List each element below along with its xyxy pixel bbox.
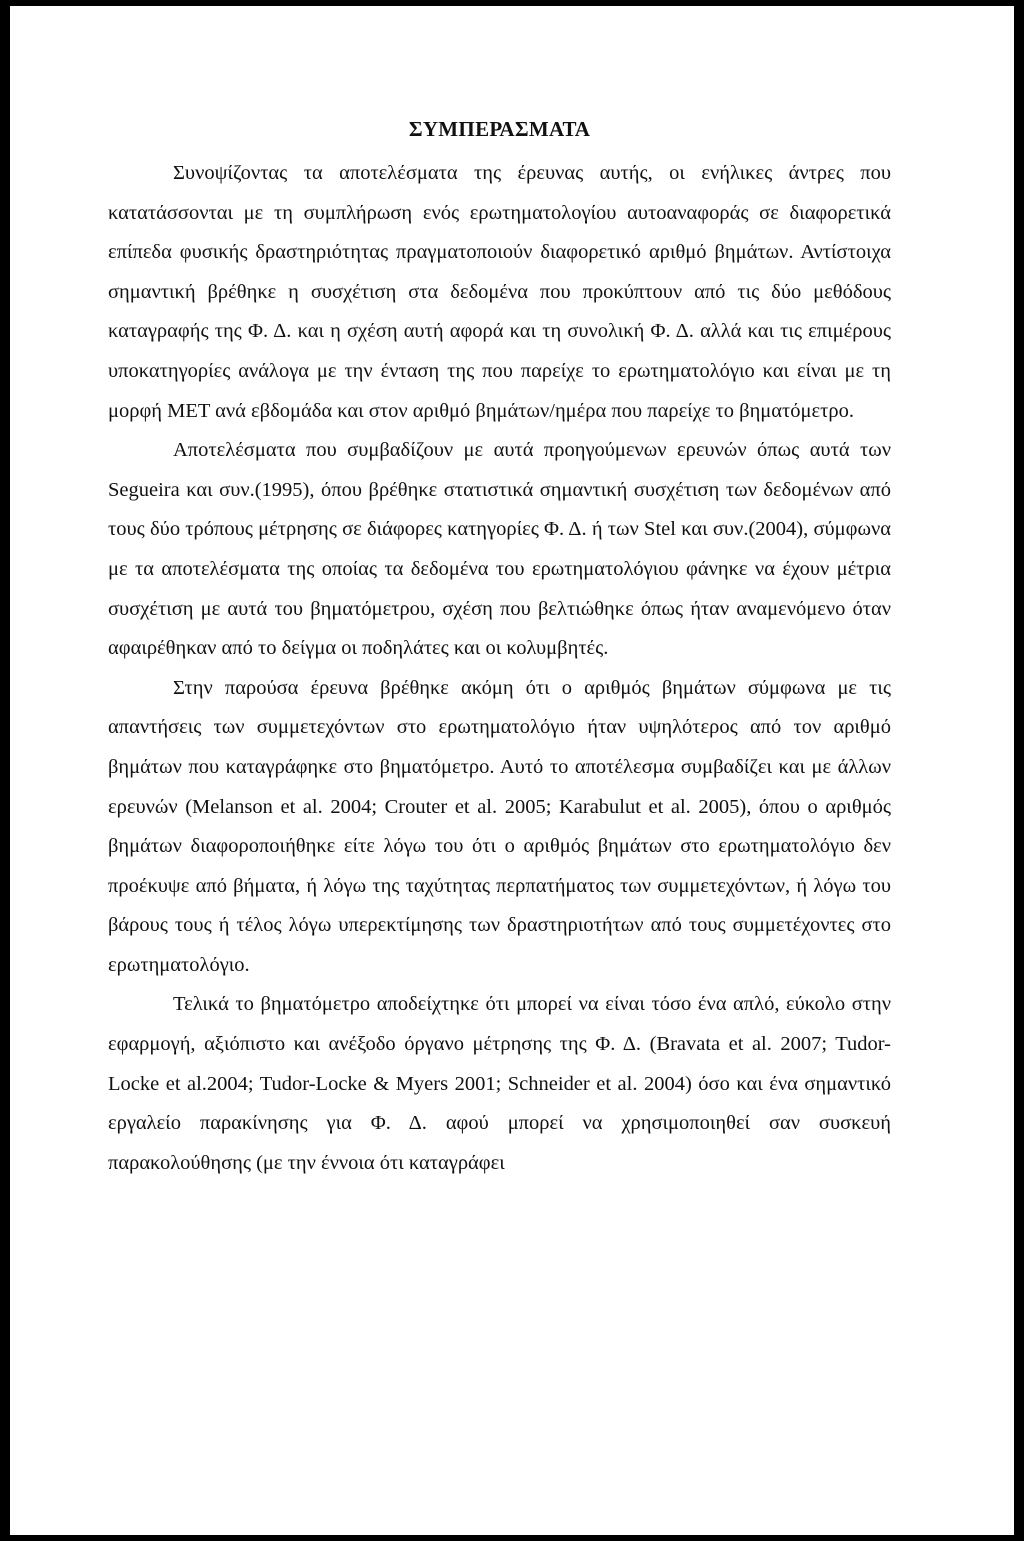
paragraph-prior-research: Αποτελέσματα που συμβαδίζουν με αυτά προηγούμενων ερευνών όπως αυτά των Segueira και συν.(1995), όπου βρέθηκε στατιστικά σημαντική συσχέτιση των δεδομένων από τους δύο τρόπους μέτρησης σε διάφορες κατηγορίες Φ. Δ. ή των Stel και συν.(2004), σύμφωνα με τα αποτελέσματα της οποίας τα δεδομένα του ερωτηματολόγιου φάνηκε να έχουν μέτρια συσχέτιση με αυτά του βηματόμετρου, σχέση που βελτιώθηκε όπως ήταν αναμενόμενο όταν αφαιρέθηκαν από το δείγμα οι ποδηλάτες και οι κολυμβητές. — [108, 439, 891, 660]
paragraph-step-count: Στην παρούσα έρευνα βρέθηκε ακόμη ότι ο αριθμός βημάτων σύμφωνα με τις απαντήσεις των συμμετεχόντων στο ερωτηματολόγιο ήταν υψηλότερος από τον αριθμό βημάτων που καταγράφηκε στο βηματόμετρο. Αυτό το αποτέλεσμα συμβαδίζει και με άλλων ερευνών (Melanson et al. 2004; Crouter et al. 2005; Karabulut et al. 2005), όπου ο αριθμός βημάτων διαφοροποιήθηκε είτε λόγω του ότι ο αριθμός βημάτων στο ερωτηματολόγιο δεν προέκυψε από βήματα, ή λόγω της ταχύτητας περπατήματος των συμμετεχόντων, ή λόγω του βάρους τους ή τέλος λόγω υπερεκτίμησης των δραστηριοτήτων από τους συμμετέχοντες στο ερωτηματολόγιο. — [108, 676, 891, 976]
section-title: ΣΥΜΠΕΡΑΣΜΑΤΑ — [408, 117, 591, 141]
paragraph-summary: Συνοψίζοντας τα αποτελέσματα της έρευνας αυτής, οι ενήλικες άντρες που κατατάσσονται με τη συμπλήρωση ενός ερωτηματολογίου αυτοαναφοράς σε διαφορετικά επίπεδα φυσικής δραστηριότητας πραγματοποιούν διαφορετικό αριθμό βημάτων. Αντίστοιχα σημαντική βρέθηκε η συσχέτιση στα δεδομένα που προκύπτουν από τις δύο μεθόδους καταγραφής της Φ. Δ. και η σχέση αυτή αφορά και τη συνολική Φ. Δ. αλλά και τις επιμέρους υποκατηγορίες ανάλογα με την ένταση της που παρείχε το ερωτηματολόγιο και είναι με τη μορφή ΜΕΤ ανά εβδομάδα και στον αριθμό βημάτων/ημέρα που παρείχε το βηματόμετρο. — [108, 162, 891, 422]
document-body — [108, 6, 891, 1183]
document-page — [10, 6, 1014, 1535]
paragraph-pedometer: Τελικά το βηματόμετρο αποδείχτηκε ότι μπορεί να είναι τόσο ένα απλό, εύκολο στην εφαρμογή, αξιόπιστο και ανέξοδο όργανο μέτρησης της Φ. Δ. (Bravata et al. 2007; Tudor-Locke et al.2004; Tudor-Locke & Myers 2001; Schneider et al. 2004) όσο και ένα σημαντικό εργαλείο παρακίνησης για Φ. Δ. αφού μπορεί να χρησιμοποιηθεί σαν συσκευή παρακολούθησης (με την έννοια ότι καταγράφει — [108, 993, 891, 1174]
